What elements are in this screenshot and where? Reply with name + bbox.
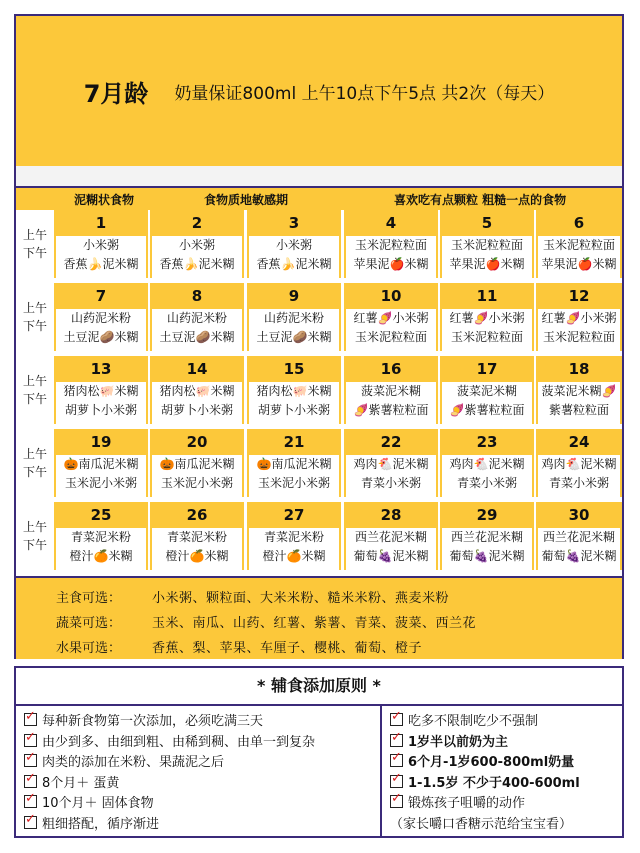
am-meal: 玉米泥粒粒面	[450, 238, 523, 252]
rule-item: ✓粗细搭配，循序渐进	[24, 815, 315, 836]
day-cell	[344, 356, 438, 424]
day-number: 18	[536, 356, 622, 382]
feeding-rules	[14, 666, 624, 838]
day-number: 29	[440, 502, 534, 528]
day-cell	[247, 502, 341, 570]
check-icon	[390, 775, 403, 788]
pm-meal: 土豆泥🥔米糊	[256, 330, 332, 344]
pm-meal: 青菜小米粥	[360, 476, 421, 490]
pm-meal: 🍠紫薯粒粒面	[449, 403, 525, 417]
pm-meal: 香蕉🍌泥米糊	[159, 257, 235, 271]
meal-plan-table	[14, 14, 624, 659]
day-number: 28	[344, 502, 438, 528]
phase-label: 泥糊状食物	[74, 193, 135, 207]
day-number: 26	[150, 502, 244, 528]
pm-meal: 橙汁🍊米糊	[262, 549, 326, 563]
food-option-row	[16, 634, 622, 658]
day-number: 30	[536, 502, 622, 528]
rule-item: ✓1-1.5岁 不少于400-600ml	[390, 774, 580, 795]
am-label: 上午	[22, 228, 47, 242]
am-meal: 鸡肉🐔泥米糊	[541, 457, 617, 471]
pm-meal: 玉米泥粒粒面	[354, 330, 427, 344]
am-meal: 小米粥	[275, 238, 312, 252]
am-meal: 玉米泥粒粒面	[542, 238, 615, 252]
am-meal: 菠菜泥米糊	[456, 384, 517, 398]
am-pm-label	[16, 210, 55, 278]
check-icon	[24, 816, 37, 829]
day-number: 10	[344, 283, 438, 309]
day-cell	[54, 210, 148, 278]
rule-item: ✓10个月＋ 固体食物	[24, 794, 315, 815]
day-cell	[247, 210, 341, 278]
am-meal: 🎃南瓜泥米糊	[256, 457, 332, 471]
day-number: 21	[247, 429, 341, 455]
check-icon	[390, 734, 403, 747]
pm-label: 下午	[22, 465, 47, 479]
rules-title: * 辅食添加原则 *	[16, 668, 622, 706]
check-icon	[24, 795, 37, 808]
pm-meal: 青菜小米粥	[548, 476, 609, 490]
day-number: 9	[247, 283, 341, 309]
day-number: 27	[247, 502, 341, 528]
rule-item: ✓肉类的添加在米粉、果蔬泥之后	[24, 753, 315, 774]
rule-note: （家长嚼口香糖示范给宝宝看）	[390, 816, 573, 832]
phase-row	[16, 188, 622, 210]
am-meal: 山药泥米粉	[70, 311, 131, 325]
pm-meal: 玉米泥小米粥	[160, 476, 233, 490]
day-cell	[440, 283, 534, 351]
day-cell	[536, 356, 622, 424]
week-row	[16, 502, 622, 570]
day-cell	[150, 210, 244, 278]
phase-label: 食物质地敏感期	[204, 193, 289, 207]
rules-divider	[380, 706, 382, 836]
am-meal: 西兰花泥米糊	[354, 530, 427, 544]
am-meal: 🎃南瓜泥米糊	[159, 457, 235, 471]
am-label: 上午	[22, 447, 47, 461]
am-label: 上午	[22, 520, 47, 534]
rule-item: ✓6个月-1岁600-800ml奶量	[390, 753, 580, 774]
am-meal: 玉米泥粒粒面	[354, 238, 427, 252]
day-number: 5	[440, 210, 534, 236]
pm-meal: 青菜小米粥	[456, 476, 517, 490]
pm-meal: 香蕉🍌泥米糊	[63, 257, 139, 271]
day-number: 25	[54, 502, 148, 528]
day-cell	[247, 429, 341, 497]
pm-meal: 土豆泥🥔米糊	[63, 330, 139, 344]
day-cell	[54, 502, 148, 570]
day-cell	[440, 429, 534, 497]
pm-meal: 苹果泥🍎米糊	[541, 257, 617, 271]
day-number: 17	[440, 356, 534, 382]
am-meal: 猪肉松🐖米糊	[256, 384, 332, 398]
am-meal: 红薯🍠小米粥	[449, 311, 525, 325]
food-option-value: 小米粥、颗粒面、大米米粉、糙米米粉、燕麦米粉	[152, 591, 450, 606]
day-cell	[344, 502, 438, 570]
week-row	[16, 283, 622, 351]
am-meal: 鸡肉🐔泥米糊	[353, 457, 429, 471]
day-cell	[536, 429, 622, 497]
day-cell	[344, 429, 438, 497]
day-cell	[536, 283, 622, 351]
am-meal: 猪肉松🐖米糊	[63, 384, 139, 398]
day-number: 14	[150, 356, 244, 382]
rule-item: ✓1岁半以前奶为主	[390, 733, 580, 754]
am-meal: 菠菜泥米糊	[360, 384, 421, 398]
check-icon	[24, 734, 37, 747]
pm-meal: 🍠紫薯粒粒面	[353, 403, 429, 417]
age-title: 7月龄	[83, 79, 149, 108]
day-cell	[536, 502, 622, 570]
food-option-value: 香蕉、梨、苹果、车厘子、樱桃、葡萄、橙子	[152, 641, 423, 656]
pm-meal: 胡萝卜小米粥	[257, 403, 330, 417]
day-number: 1	[54, 210, 148, 236]
am-pm-label	[16, 502, 55, 570]
pm-meal: 胡萝卜小米粥	[160, 403, 233, 417]
day-cell	[54, 356, 148, 424]
am-meal: 青菜泥米粉	[166, 530, 227, 544]
day-cell	[440, 502, 534, 570]
day-number: 22	[344, 429, 438, 455]
day-cell	[344, 283, 438, 351]
food-option-value: 玉米、南瓜、山药、红薯、紫薯、青菜、菠菜、西兰花	[152, 616, 477, 631]
pm-meal: 橙汁🍊米糊	[69, 549, 133, 563]
food-option-row	[16, 609, 622, 633]
food-option-row	[16, 584, 622, 608]
am-label: 上午	[22, 301, 47, 315]
day-cell	[440, 210, 534, 278]
check-icon	[390, 713, 403, 726]
am-meal: 小米粥	[178, 238, 215, 252]
day-number: 24	[536, 429, 622, 455]
am-meal: 🎃南瓜泥米糊	[63, 457, 139, 471]
day-number: 6	[536, 210, 622, 236]
pm-meal: 玉米泥粒粒面	[542, 330, 615, 344]
day-cell	[440, 356, 534, 424]
am-meal: 山药泥米粉	[166, 311, 227, 325]
day-number: 3	[247, 210, 341, 236]
am-meal: 红薯🍠小米粥	[353, 311, 429, 325]
rule-item: ✓每种新食物第一次添加，必须吃满三天	[24, 712, 315, 733]
am-meal: 鸡肉🐔泥米糊	[449, 457, 525, 471]
day-number: 13	[54, 356, 148, 382]
food-option-label: 蔬菜可选：	[56, 616, 122, 631]
day-cell	[54, 283, 148, 351]
check-icon	[390, 754, 403, 767]
day-cell	[150, 502, 244, 570]
am-meal: 红薯🍠小米粥	[541, 311, 617, 325]
check-icon	[390, 795, 403, 808]
pm-meal: 橙汁🍊米糊	[165, 549, 229, 563]
day-cell	[247, 356, 341, 424]
day-number: 16	[344, 356, 438, 382]
am-meal: 山药泥米粉	[263, 311, 324, 325]
pm-meal: 紫薯粒粒面	[548, 403, 609, 417]
week-row	[16, 356, 622, 424]
am-meal: 青菜泥米粉	[70, 530, 131, 544]
am-meal: 猪肉松🐖米糊	[159, 384, 235, 398]
rule-item: ✓由少到多、由细到粗、由稀到稠、由单一到复杂	[24, 733, 315, 754]
day-cell	[344, 210, 438, 278]
page-header	[16, 16, 622, 168]
pm-label: 下午	[22, 392, 47, 406]
week-row	[16, 429, 622, 497]
check-icon	[24, 775, 37, 788]
rule-item: ✓锻炼孩子咀嚼的动作	[390, 794, 580, 815]
pm-meal: 胡萝卜小米粥	[64, 403, 137, 417]
day-cell	[150, 283, 244, 351]
day-number: 8	[150, 283, 244, 309]
am-pm-label	[16, 356, 55, 424]
food-option-label: 水果可选：	[56, 641, 122, 656]
am-meal: 西兰花泥米糊	[542, 530, 615, 544]
rule-item: ✓吃多不限制吃少不强制	[390, 712, 580, 733]
day-number: 23	[440, 429, 534, 455]
am-pm-label	[16, 283, 55, 351]
pm-meal: 玉米泥小米粥	[64, 476, 137, 490]
check-icon	[24, 754, 37, 767]
pm-meal: 葡萄🍇泥米糊	[449, 549, 525, 563]
pm-meal: 土豆泥🥔米糊	[159, 330, 235, 344]
am-meal: 小米粥	[82, 238, 119, 252]
pm-meal: 葡萄🍇泥米糊	[541, 549, 617, 563]
day-cell	[54, 429, 148, 497]
pm-meal: 苹果泥🍎米糊	[353, 257, 429, 271]
day-cell	[247, 283, 341, 351]
pm-label: 下午	[22, 246, 47, 260]
am-pm-label	[16, 429, 55, 497]
day-number: 19	[54, 429, 148, 455]
rules-right-list	[390, 712, 580, 835]
am-meal: 青菜泥米粉	[263, 530, 324, 544]
day-cell	[536, 210, 622, 278]
pm-meal: 玉米泥小米粥	[257, 476, 330, 490]
pm-meal: 葡萄🍇泥米糊	[353, 549, 429, 563]
day-number: 20	[150, 429, 244, 455]
day-number: 15	[247, 356, 341, 382]
rule-item: ✓8个月＋ 蛋黄	[24, 774, 315, 795]
am-label: 上午	[22, 374, 47, 388]
check-icon	[24, 713, 37, 726]
day-number: 7	[54, 283, 148, 309]
day-number: 2	[150, 210, 244, 236]
milk-note: 奶量保证800ml 上午10点下午5点 共2次（每天）	[174, 83, 555, 104]
food-options	[16, 576, 622, 659]
pm-meal: 苹果泥🍎米糊	[449, 257, 525, 271]
day-number: 12	[536, 283, 622, 309]
food-option-label: 主食可选：	[56, 591, 122, 606]
am-meal: 西兰花泥米糊	[450, 530, 523, 544]
am-meal: 菠菜泥米糊🍠	[541, 384, 617, 398]
day-number: 4	[344, 210, 438, 236]
pm-label: 下午	[22, 319, 47, 333]
spacer-band	[16, 166, 622, 188]
phase-label: 喜欢吃有点颗粒 粗糙一点的食物	[394, 193, 567, 207]
day-cell	[150, 429, 244, 497]
pm-label: 下午	[22, 538, 47, 552]
rules-left-list	[24, 712, 315, 835]
pm-meal: 香蕉🍌泥米糊	[256, 257, 332, 271]
week-row	[16, 210, 622, 278]
pm-meal: 玉米泥粒粒面	[450, 330, 523, 344]
day-cell	[150, 356, 244, 424]
day-number: 11	[440, 283, 534, 309]
